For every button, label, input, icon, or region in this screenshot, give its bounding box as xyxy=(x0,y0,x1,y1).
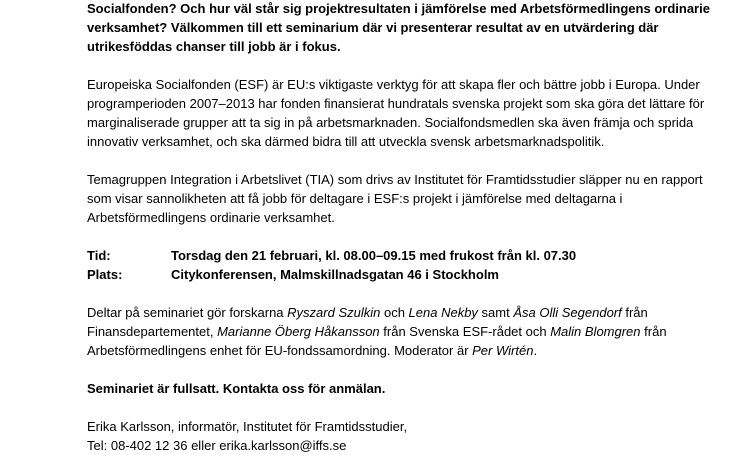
participant-name: Malin Blomgren xyxy=(550,324,641,339)
participants-text: och xyxy=(380,305,409,320)
fully-booked-notice: Seminariet är fullsatt. Kontakta oss för anmälan. xyxy=(87,381,386,396)
tia-paragraph: Temagruppen Integration i Arbetslivet (TIA) som drivs av Institutet för Framtidsstudier släpper nu en rapport som visar sannolikheten att få jobb för deltagare i ESF:s projekt i jämförelse med deltagarna i Arbetsförmedlingens ordinarie verksamhet. xyxy=(87,172,703,225)
participants-text: från Finansdepartementet, xyxy=(87,305,648,339)
place-value: Citykonferensen, Malmskillnadsgatan 46 i Stockholm xyxy=(171,267,499,282)
contact-line-phone-email: Tel: 08-402 12 36 eller erika.karlsson@iffs.se xyxy=(87,438,347,453)
contact-block xyxy=(87,417,727,455)
moderator-name: Per Wirtén xyxy=(472,343,534,358)
participant-name: Åsa Olli Segendorf xyxy=(513,305,622,320)
contact-line-name: Erika Karlsson, informatör, Institutet för Framtidsstudier, xyxy=(87,419,408,434)
participants-text: från Svenska ESF-rådet och xyxy=(379,324,551,339)
participants-text: . xyxy=(533,343,538,358)
document-body xyxy=(87,0,727,455)
time-label: Tid: xyxy=(87,248,111,263)
time-value: Torsdag den 21 februari, kl. 08.00–09.15 med frukost från kl. 07.30 xyxy=(171,248,577,263)
participants-text: Deltar på seminariet gör forskarna xyxy=(87,305,288,320)
participants-text: från Arbetsförmedlingens enhet för EU-fondssamordning. Moderator är xyxy=(87,324,667,358)
event-details xyxy=(87,246,727,284)
place-row xyxy=(87,265,727,284)
participant-name: Ryszard Szulkin xyxy=(287,305,381,320)
participant-name: Lena Nekby xyxy=(408,305,478,320)
time-row xyxy=(87,246,727,265)
participants-paragraph xyxy=(87,303,727,360)
participant-name: Marianne Öberg Håkansson xyxy=(217,324,380,339)
intro-paragraph: Socialfonden? Och hur väl står sig projektresultaten i jämförelse med Arbetsförmedlingens ordinarie verksamhet? Välkommen till ett seminarium där vi presenterar resultat av en utvärdering där utrikesföddas chanser till jobb är i fokus. xyxy=(87,1,710,54)
place-label: Plats: xyxy=(87,267,123,282)
esf-paragraph: Europeiska Socialfonden (ESF) är EU:s viktigaste verktyg för att skapa fler och bättre jobb i Europa. Under programperioden 2007–2013 har fonden finansierat hundratals svenska projekt som ska göra det lättare för marginaliserade grupper att ta sig in på arbetsmarknaden. Socialfondsmedlen ska även främja och sprida innovativ verksamhet, och ska därmed bidra till att utveckla svensk arbetsmarknadspolitik. xyxy=(87,77,705,149)
participants-text: samt xyxy=(477,305,514,320)
